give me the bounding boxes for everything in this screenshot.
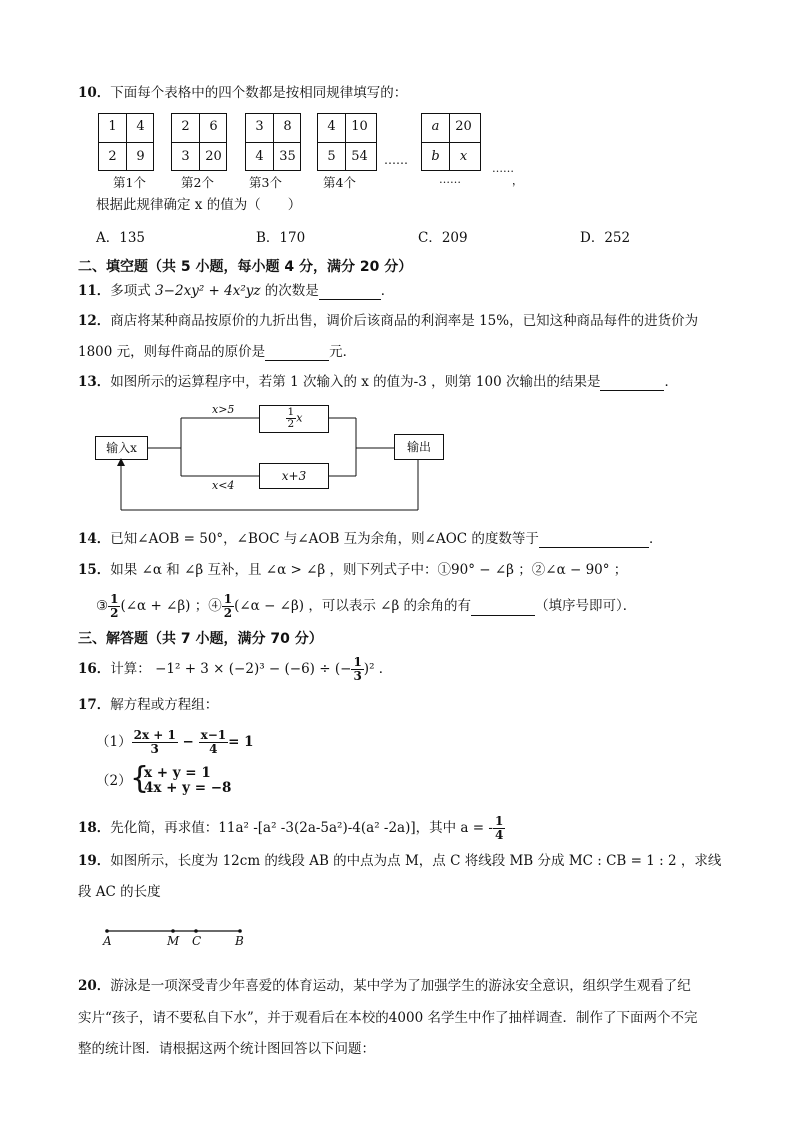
fraction: $\frac{1}{4}$	[494, 814, 504, 842]
pattern-grid-1	[98, 113, 154, 171]
grid-caption: 第2个	[181, 175, 214, 190]
pattern-grid-4	[317, 113, 377, 171]
fraction: $\frac{2x + 1}{3}$	[133, 728, 176, 756]
grid-cell: 3	[255, 119, 264, 134]
q15-line1: 15．如果 ∠α 和 ∠β 互补，且 ∠α > ∠β ，则下列式子中：①90° − ∠β ；②∠α − 90° ；	[78, 562, 628, 578]
grid-cell: 10	[351, 119, 368, 134]
grid-cell: b	[431, 149, 440, 164]
answer-blank[interactable]	[319, 285, 381, 300]
grid-cell: 8	[283, 119, 292, 134]
fraction: $\frac{1}{2}$	[110, 592, 119, 620]
fraction: $\frac{x-1}{4}$	[200, 728, 227, 756]
q10-text: 10．下面每个表格中的四个数都是按相同规律填写的：	[78, 85, 408, 101]
q13-text: 13．如图所示的运算程序中，若第 1 次输入的 x 的值为-3 ，则第 100 次输出的结果是 ．	[78, 374, 678, 390]
fraction: $\frac{1}{2}$	[223, 592, 233, 620]
grid-cell: 35	[279, 149, 296, 164]
flow-input-box: 输入x	[95, 436, 148, 460]
ellipsis: ……	[492, 162, 514, 175]
pattern-grid-2	[171, 113, 227, 171]
q10-question: 根据此规律确定 x 的值为（ ）	[96, 197, 302, 213]
q18-text: 18．先化简，再求值：11a² -[a² -3(2a-5a²)-4(a² -2a)]，其中 a = - $\frac{1}{4}$	[78, 814, 504, 842]
grid-caption: ……	[439, 173, 461, 186]
q16-text: 16．计算： −1² + 3 × (−2)³ − (−6) ÷ (− $\frac{1}{3}$ )² ．	[78, 655, 393, 683]
answer-blank[interactable]	[471, 597, 535, 616]
q19-line1: 19．如图所示，长度为 12cm 的线段 AB 的中点为点 M，点 C 将线段 MB 分成 MC : CB = 1 : 2 ，求线	[78, 853, 722, 869]
point-label-m: M	[167, 934, 180, 948]
grid-cell: 20	[455, 119, 472, 134]
q17-text: 17．解方程或方程组：	[78, 697, 219, 713]
section-title: 三、解答题（共 7 小题，满分 70 分）	[78, 631, 323, 647]
grid-cell: 1	[108, 119, 117, 134]
q20-line1: 20．游泳是一项深受青少年喜爱的体育运动，某中学为了加强学生的游泳安全意识，组织学生观看了纪	[78, 978, 691, 994]
flow-op-bottom-box: x+3	[259, 463, 329, 489]
fraction: $\frac{1}{3}$	[353, 655, 362, 683]
grid-cell: 3	[181, 149, 190, 164]
pattern-grid-n	[421, 113, 481, 171]
option-a: A．135	[96, 230, 146, 246]
pattern-grid-3	[245, 113, 301, 171]
ellipsis: ……	[384, 153, 408, 167]
q19-line2: 段 AC 的长度	[78, 884, 161, 900]
q11-text: 11．多项式 3−2xy² + 4x²yz 的次数是 ．	[78, 283, 395, 299]
section-title: 二、填空题（共 5 小题，每小题 4 分，满分 20 分）	[78, 259, 413, 275]
q14-text: 14．已知∠AOB = 50°，∠BOC 与∠AOB 互为余角，则∠AOC 的度数等于 ．	[78, 531, 663, 547]
grid-cell: 4	[255, 149, 264, 164]
option-d: D．252	[580, 230, 631, 246]
flow-op-top-box: $\frac{1}{2}$ x	[259, 405, 329, 433]
grid-cell: a	[431, 119, 440, 134]
fraction: $\frac{1}{2}$	[287, 406, 295, 430]
grid-cell: 6	[209, 119, 218, 134]
grid-cell: 2	[181, 119, 190, 134]
option-b: B．170	[256, 230, 306, 246]
grid-cell: 2	[108, 149, 117, 164]
q20-line2: 实片“孩子，请不要私自下水”，并于观看后在本校的4000 名学生中作了抽样调查．制作了下面两个不完	[78, 1010, 698, 1026]
q15-line2: ③ $\frac{1}{2}$ (∠α + ∠β) ；④ $\frac{1}{2}$ (∠α − ∠β) ，可以表示 ∠β 的余角的有 （填序号即可）．	[96, 592, 637, 620]
q20-line3: 整的统计图．请根据这两个统计图回答以下问题：	[78, 1041, 375, 1057]
q12-line2: 1800 元，则每件商品的原价是 元．	[78, 344, 357, 360]
grid-cell: 54	[351, 149, 368, 164]
q17-part1: （1） $\frac{2x + 1}{3}$ − $\frac{x-1}{4}$ = 1	[96, 728, 254, 756]
flow-output-box: 输出	[394, 434, 444, 460]
point-label-b: B	[235, 934, 244, 948]
comma-mark: ，	[512, 174, 523, 187]
answer-blank[interactable]	[600, 376, 664, 391]
grid-caption: 第4个	[323, 175, 356, 190]
grid-caption: 第1个	[113, 175, 146, 190]
grid-cell: x	[459, 149, 468, 164]
grid-cell: 5	[327, 149, 336, 164]
flow-condition-top: x>5	[212, 403, 235, 416]
q12-line1: 12．商店将某种商品按原价的九折出售，调价后该商品的利润率是 15%，已知这种商品每件的进货价为	[78, 313, 699, 329]
grid-cell: 9	[136, 149, 145, 164]
answer-blank[interactable]	[265, 346, 329, 361]
point-label-c: C	[192, 934, 202, 948]
grid-cell: 20	[205, 149, 222, 164]
grid-cell: 4	[327, 119, 336, 134]
option-c: C．209	[418, 230, 468, 246]
point-label-a: A	[103, 934, 112, 948]
grid-cell: 4	[136, 119, 145, 134]
grid-caption: 第3个	[249, 175, 282, 190]
answer-blank[interactable]	[539, 533, 649, 548]
flow-condition-bottom: x<4	[212, 479, 235, 492]
